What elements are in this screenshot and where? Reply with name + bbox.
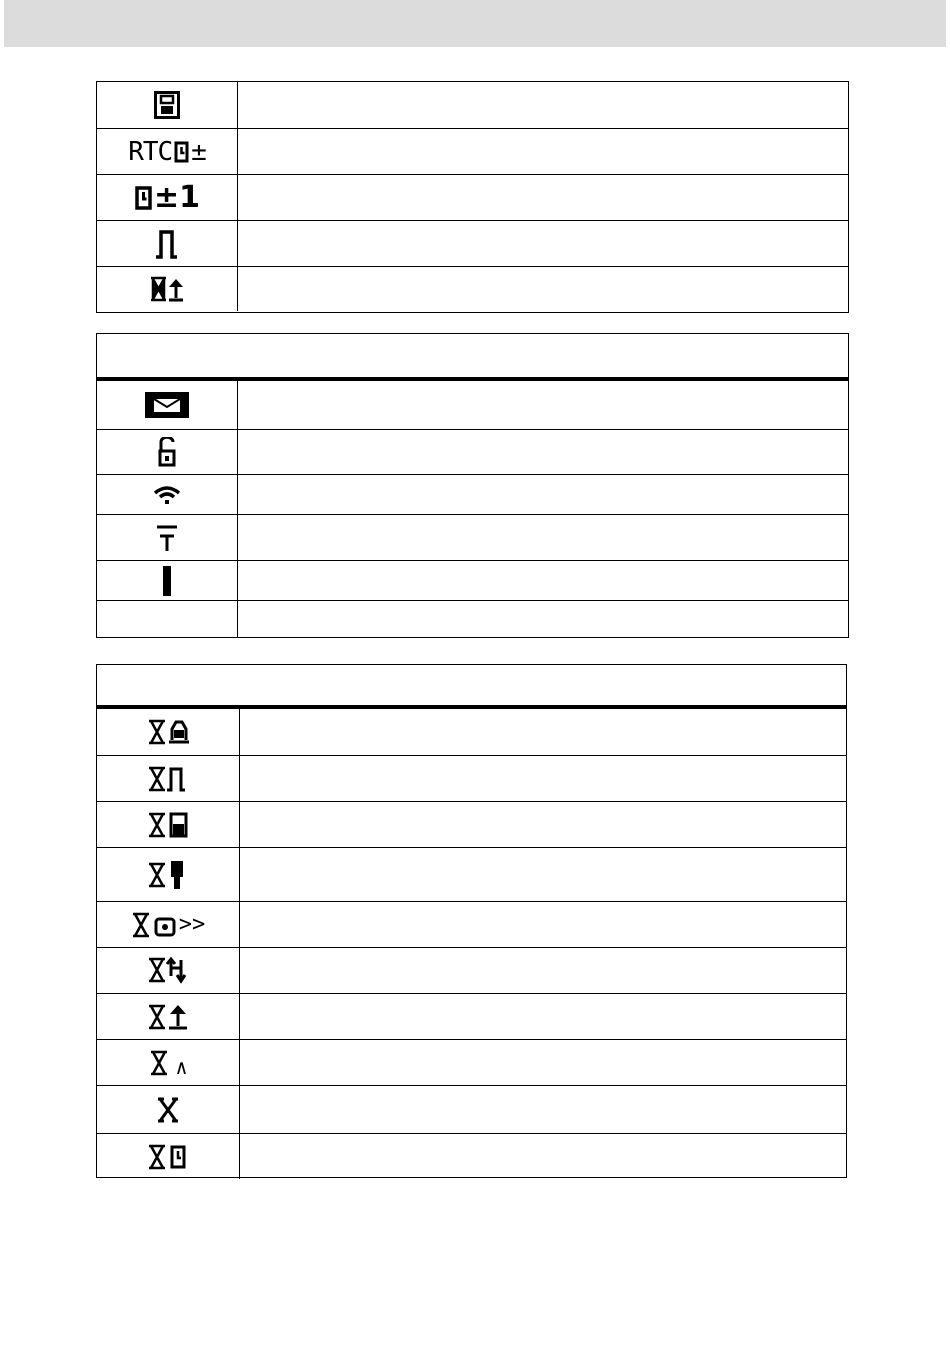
symbol-cell <box>97 756 240 801</box>
table-row <box>97 755 846 801</box>
antenna-icon <box>155 523 179 553</box>
bar-icon <box>162 565 172 597</box>
x-upload-icon <box>147 1003 189 1031</box>
symbol-cell <box>97 994 240 1039</box>
description-cell <box>238 601 848 637</box>
symbol-cell <box>97 475 238 514</box>
description-cell <box>240 1134 846 1179</box>
table-row <box>97 381 848 429</box>
symbol-cell <box>97 1134 240 1179</box>
envelope-icon <box>145 392 189 418</box>
symbol-table-1 <box>96 81 849 313</box>
description-cell <box>240 848 846 901</box>
clock-icon <box>134 184 153 212</box>
table-row <box>97 709 846 755</box>
description-cell <box>240 802 846 847</box>
symbol-cell <box>97 561 238 600</box>
symbol-cell <box>97 267 238 311</box>
description-cell <box>238 475 848 514</box>
wireless-signal-icon <box>153 484 181 506</box>
symbol-table-2 <box>96 333 849 638</box>
table-row <box>97 514 848 560</box>
description-cell <box>240 756 846 801</box>
symbol-cell <box>97 709 240 755</box>
description-cell <box>238 515 848 560</box>
description-cell <box>240 948 846 993</box>
description-cell <box>240 1040 846 1085</box>
x-pulse-icon <box>147 765 189 793</box>
rtc-label: RTC <box>128 136 173 167</box>
table-row <box>97 801 846 847</box>
symbol-table-3 <box>96 664 847 1178</box>
symbol-cell <box>97 1086 240 1133</box>
x-key-icon <box>147 718 189 746</box>
description-cell <box>238 561 848 600</box>
description-cell <box>238 82 848 128</box>
description-cell <box>238 175 848 220</box>
table-header <box>97 665 846 709</box>
symbol-cell <box>97 381 238 429</box>
description-cell <box>238 381 848 429</box>
table-row <box>97 174 848 220</box>
table-row <box>97 1133 846 1179</box>
x-arrows-icon <box>147 956 189 986</box>
open-lock-icon <box>158 437 176 467</box>
x-memory-icon <box>147 811 189 839</box>
description-cell <box>238 221 848 266</box>
description-cell <box>240 902 846 947</box>
table-row <box>97 847 846 901</box>
plus-minus-one-label: ±1 <box>153 179 200 215</box>
x-meter-icon <box>131 911 179 939</box>
table-row <box>97 901 846 947</box>
table-row <box>97 82 848 128</box>
hourglass-upload-icon <box>149 275 185 303</box>
symbol-cell <box>97 1040 240 1085</box>
table-row <box>97 560 848 600</box>
symbol-cell <box>97 902 240 947</box>
symbol-cell <box>97 601 238 637</box>
clock-icon <box>173 139 190 165</box>
description-cell <box>240 994 846 1039</box>
symbol-cell <box>97 515 238 560</box>
x-probe-icon <box>147 859 189 891</box>
symbol-cell <box>97 129 238 174</box>
x-clock-icon <box>147 1143 189 1171</box>
x-icon <box>149 1049 169 1077</box>
table-row <box>97 429 848 474</box>
table-header <box>97 334 848 381</box>
save-memory-icon <box>154 91 180 119</box>
table-row <box>97 947 846 993</box>
table-row <box>97 474 848 514</box>
table-row <box>97 1085 846 1133</box>
table-row <box>97 993 846 1039</box>
symbol-cell <box>97 221 238 266</box>
description-cell <box>240 1086 846 1133</box>
symbol-cell <box>97 175 238 220</box>
table-row <box>97 1039 846 1085</box>
top-header-bar <box>4 0 946 47</box>
symbol-cell <box>97 430 238 474</box>
description-cell <box>238 267 848 311</box>
pulse-icon <box>154 229 180 259</box>
description-cell <box>240 709 846 755</box>
table-row <box>97 128 848 174</box>
description-cell <box>238 430 848 474</box>
table-row <box>97 600 848 637</box>
symbol-cell <box>97 848 240 901</box>
x-icon <box>156 1096 180 1124</box>
table-row <box>97 220 848 266</box>
symbol-cell <box>97 802 240 847</box>
description-cell <box>238 129 848 174</box>
table-row <box>97 266 848 311</box>
caret-label: ∧ <box>175 1054 187 1079</box>
symbol-cell <box>97 948 240 993</box>
forward-arrows-label: >> <box>178 911 206 937</box>
symbol-cell <box>97 82 238 128</box>
plus-minus-label: ± <box>191 136 206 167</box>
